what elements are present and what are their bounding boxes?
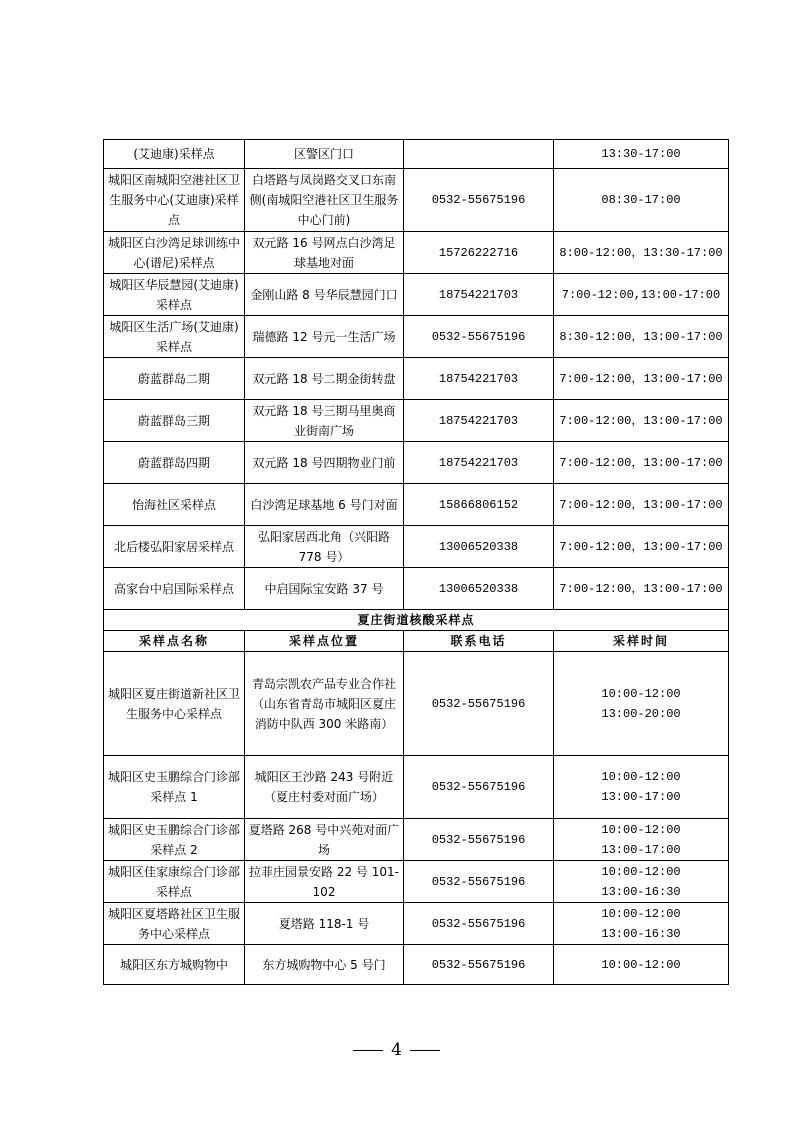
point-name: 城阳区华辰慧园(艾迪康)采样点 [104,274,245,316]
point-name: 城阳区夏塔路社区卫生服务中心采样点 [104,903,245,945]
point-phone: 0532-55675196 [404,169,554,232]
table-row [104,169,729,232]
table-row [104,274,729,316]
point-name: 蔚蓝群岛二期 [104,358,245,400]
point-location: 双元路 18 号三期马里奥商业街南广场 [245,400,404,442]
point-time [554,756,729,819]
time-afternoon: 13:00-17:00 [601,842,681,857]
sampling-points-table [103,139,729,985]
page-footer [0,1040,793,1060]
point-name: 怡海社区采样点 [104,484,245,526]
time-afternoon: 13:00-20:00 [601,706,681,721]
point-name: 城阳区白沙湾足球训练中心(谱尼)采样点 [104,232,245,274]
table-row [104,819,729,861]
point-location: 区警区门口 [245,140,404,169]
point-location: 中启国际宝安路 37 号 [245,568,404,610]
table-row [104,945,729,985]
point-location: 东方城购物中心 5 号门 [245,945,404,985]
point-location: 青岛宗凯农产品专业合作社（山东省青岛市城阳区夏庄消防中队西 300 米路南） [245,652,404,756]
point-time: 7:00-12:00，13:00-17:00 [554,442,729,484]
time-afternoon: 13:00-16:30 [601,884,681,899]
point-phone: 0532-55675196 [404,945,554,985]
table-row [104,903,729,945]
point-location: 双元路 16 号网点白沙湾足球基地对面 [245,232,404,274]
point-time: 13:30-17:00 [554,140,729,169]
point-location: 双元路 18 号二期金街转盘 [245,358,404,400]
header-phone: 联系电话 [404,631,554,652]
point-name: 城阳区东方城购物中 [104,945,245,985]
point-time [554,903,729,945]
point-time: 8:30-12:00，13:00-17:00 [554,316,729,358]
table-row [104,526,729,568]
point-name: 城阳区南城阳空港社区卫生服务中心(艾迪康)采样点 [104,169,245,232]
table-row [104,568,729,610]
point-time [554,945,729,985]
point-location: 弘阳家居西北角（兴阳路 778 号） [245,526,404,568]
point-name: 北后楼弘阳家居采样点 [104,526,245,568]
point-name: 城阳区史玉鹏综合门诊部采样点 1 [104,756,245,819]
time-afternoon: 13:00-17:00 [601,790,681,804]
point-phone: 18754221703 [404,442,554,484]
point-name: 蔚蓝群岛四期 [104,442,245,484]
point-phone: 18754221703 [404,274,554,316]
time-morning: 10:00-12:00 [601,957,681,972]
table-row [104,400,729,442]
page-number: 4 [391,1040,402,1060]
table-row [104,358,729,400]
point-location: 瑞德路 12 号元一生活广场 [245,316,404,358]
point-location: 夏塔路 118-1 号 [245,903,404,945]
point-time [554,819,729,861]
time-morning: 10:00-12:00 [601,864,681,879]
point-time: 7:00-12:00，13:00-17:00 [554,358,729,400]
point-location: 白沙湾足球基地 6 号门对面 [245,484,404,526]
point-location: 城阳区王沙路 243 号附近（夏庄村委对面广场） [245,756,404,819]
point-phone: 18754221703 [404,400,554,442]
point-phone: 15866806152 [404,484,554,526]
time-morning: 10:00-12:00 [601,822,681,837]
table-row [104,484,729,526]
point-phone: 0532-55675196 [404,756,554,819]
table-row [104,442,729,484]
point-name: 城阳区史玉鹏综合门诊部采样点 2 [104,819,245,861]
header-row [104,631,729,652]
point-location: 白塔路与凤岗路交叉口东南侧(南城阳空港社区卫生服务中心门前) [245,169,404,232]
time-morning: 10:00-12:00 [601,770,681,784]
point-phone: 15726222716 [404,232,554,274]
header-time: 采样时间 [554,631,729,652]
point-phone: 0532-55675196 [404,652,554,756]
point-time: 7:00-12:00，13:00-17:00 [554,484,729,526]
table-row [104,140,729,169]
point-name: 城阳区夏庄街道新社区卫生服务中心采样点 [104,652,245,756]
section-title: 夏庄街道核酸采样点 [104,610,729,631]
point-time: 8:00-12:00，13:30-17:00 [554,232,729,274]
time-morning: 10:00-12:00 [601,906,681,921]
section-title-row [104,610,729,631]
point-phone: 0532-55675196 [404,316,554,358]
point-name: 高家台中启国际采样点 [104,568,245,610]
point-name: 城阳区佳家康综合门诊部采样点 [104,861,245,903]
point-phone: 13006520338 [404,526,554,568]
point-phone: 13006520338 [404,568,554,610]
point-phone: 0532-55675196 [404,819,554,861]
point-name: 蔚蓝群岛三期 [104,400,245,442]
header-name: 采样点名称 [104,631,245,652]
table-row [104,232,729,274]
header-location: 采样点位置 [245,631,404,652]
point-location: 双元路 18 号四期物业门前 [245,442,404,484]
point-time: 7:00-12:00，13:00-17:00 [554,526,729,568]
footer-dash-right [410,1050,440,1051]
time-morning: 10:00-12:00 [601,686,681,701]
point-time: 7:00-12:00，13:00-17:00 [554,568,729,610]
point-phone [404,140,554,169]
point-location: 金刚山路 8 号华辰慧园门口 [245,274,404,316]
point-time: 08:30-17:00 [554,169,729,232]
point-time [554,861,729,903]
point-time: 7:00-12:00,13:00-17:00 [554,274,729,316]
footer-dash-left [353,1050,383,1051]
point-phone: 0532-55675196 [404,861,554,903]
point-phone: 18754221703 [404,358,554,400]
point-location: 拉菲庄园景安路 22 号 101-102 [245,861,404,903]
point-location: 夏塔路 268 号中兴苑对面广场 [245,819,404,861]
point-phone: 0532-55675196 [404,903,554,945]
table-row [104,316,729,358]
point-time [554,652,729,756]
table-row [104,756,729,819]
table-row [104,652,729,756]
table-row [104,861,729,903]
point-name: 城阳区生活广场(艾迪康)采样点 [104,316,245,358]
point-time: 7:00-12:00，13:00-17:00 [554,400,729,442]
time-afternoon: 13:00-16:30 [601,926,681,941]
point-name: (艾迪康)采样点 [104,140,245,169]
